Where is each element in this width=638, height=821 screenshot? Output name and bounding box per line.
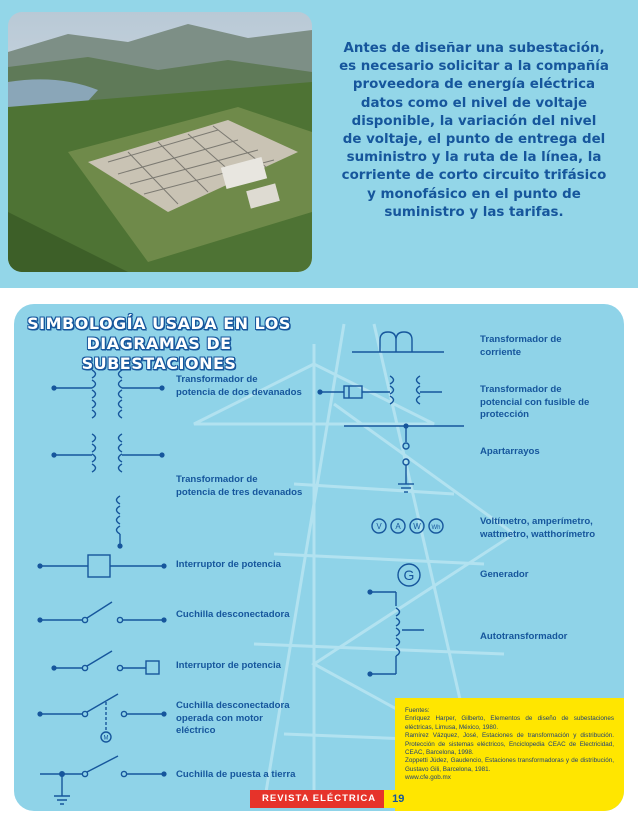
label-potential-transformer: Transformador de potencial con fusible de protección (480, 384, 590, 421)
label-autotransformer: Autotransformador (480, 631, 568, 642)
autotransformer-symbol (370, 592, 424, 674)
grounding-switch-symbol (40, 756, 164, 804)
intro-paragraph: Antes de diseñar una subestación, es necesario solicitar a la compañía proveedora de energía eléctrica datos como el nivel de voltaje disponible, la variación del nivel de voltaje, el punto de entrega del suministro y la ruta de la línea, la corriente de corto circuito trifásico y monofásico en el punto de suministro y las tarifas. (339, 41, 609, 220)
generator-letter: G (403, 567, 415, 583)
label-disconnect-switch: Cuchilla desconectadora (176, 609, 290, 620)
label-three-winding-transformer: Transformador de potencia de tres devanados (176, 474, 303, 498)
source-item: Ramírez Vázquez, José, Estaciones de transformación y distribución. Protección de sistemas eléctricos, Enciclopedia CEAC de Electricidad, CEAC, Barcelona, 1998. (405, 732, 614, 757)
voltmeter-letter: V (376, 522, 382, 531)
page-footer (250, 790, 412, 808)
symbology-panel (14, 304, 624, 811)
page-number: 19 (384, 790, 412, 808)
label-generator: Generador (480, 569, 529, 580)
sources-box (395, 698, 624, 811)
wattmeter-letter: W (413, 522, 421, 531)
three-winding-transformer-symbol (54, 434, 162, 546)
label-meters: Voltímetro, amperímetro, wattmetro, watthorímetro (480, 516, 596, 540)
label-two-winding-transformer: Transformador de potencia de dos devanados (176, 374, 302, 398)
breaker-switch-symbol (54, 651, 159, 674)
section-title: SIMBOLOGÍA USADA EN LOS DIAGRAMAS DE SUBESTACIONES (27, 314, 291, 373)
label-power-breaker-2: Interruptor de potencia (176, 660, 282, 671)
label-grounding-switch: Cuchilla de puesta a tierra (176, 769, 296, 780)
label-power-breaker: Interruptor de potencia (176, 559, 282, 570)
source-link[interactable]: www.cfe.gob.mx (405, 774, 451, 782)
magazine-name: REVISTA ELÉCTRICA (250, 790, 384, 808)
label-surge-arrester: Apartarrayos (480, 446, 540, 457)
disconnect-switch-symbol (40, 602, 164, 623)
motor-letter: M (103, 735, 109, 742)
watthour-letter: Wh (431, 525, 441, 531)
sources-heading: Fuentes: (405, 707, 430, 714)
label-motor-disconnect: Cuchilla desconectadora operada con motor eléctrico (176, 700, 290, 737)
ammeter-letter: A (395, 522, 401, 531)
motor-disconnect-symbol (40, 694, 164, 742)
source-item: Zoppetti Júdez, Gaudencio, Estaciones transformadoras y de distribución, Gustavo Gili, Barcelona, 1981. (405, 757, 614, 773)
label-current-transformer: Transformador de corriente (480, 334, 562, 358)
source-item: Enríquez Harper, Gilberto, Elementos de diseño de subestaciones eléctricas, Limusa, México, 1980. (405, 715, 614, 731)
current-transformer-symbol (352, 332, 444, 352)
breaker-box-symbol (40, 555, 164, 577)
two-winding-transformer-symbol (54, 370, 162, 418)
potential-transformer-symbol (320, 376, 442, 404)
substation-photo (8, 12, 312, 272)
surge-arrester-symbol (344, 426, 464, 492)
